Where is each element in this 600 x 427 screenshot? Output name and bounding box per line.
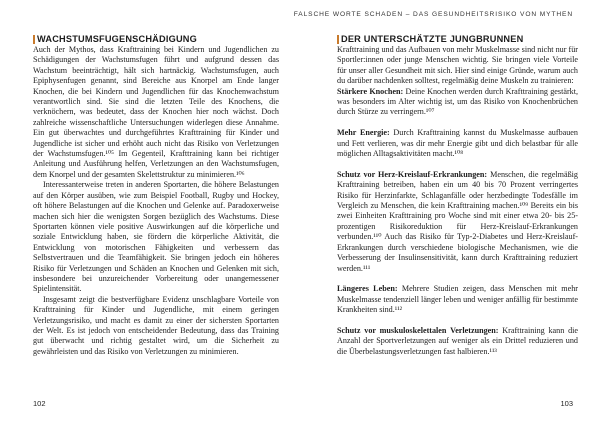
left-column xyxy=(33,34,279,357)
benefit-text: Menschen, die regelmäßig Krafttraining betreiben, haben ein um 40 bis 70 Prozent verringertes Risiko für Herzinfarkte, Schlaganfälle oder herzbedingte Todesfälle im Vergleich zu Menschen, die kein Krafttraining machen.¹⁰⁹ Bereits ein bis zwei Einheiten Krafttraining pro Woche sind mit einer etwa 20- bis 25-prozentigen Risikoreduktion für Herz-Kreislauf-Erkrankungen verbunden.¹¹⁰ Auch das Risiko für Typ-2-Diabetes und Herz-Kreislauf-Erkrankungen durch verschiedene biologische Mechanismen, wie die Verbesserung der Insulinsensitivität, kann durch Krafttraining reduziert werden.¹¹¹ xyxy=(337,169,578,273)
benefit-lead: Längeres Leben: xyxy=(337,284,398,294)
benefit-item xyxy=(337,170,578,274)
intro-paragraph: Krafttraining und das Aufbauen von mehr Muskelmasse sind nicht nur für Sportler:innen oder junge Menschen wichtig. Sie bringen viele Vorteile für unser aller Gesundheit mit sich. Hier sind einige Gründe, warum auch du darüber nachdenken solltest, regelmäßig deine Muskeln zu trainieren: xyxy=(337,45,578,86)
benefit-item xyxy=(337,128,578,159)
benefit-text: Krafttraining kann die Anzahl der Sportverletzungen auf weniger als ein Drittel reduzieren und die Überbelastungsverletzungen fast halbieren.¹¹³ xyxy=(337,325,578,356)
benefit-text: Mehrere Studien zeigen, dass Menschen mit mehr Muskelmasse tendenziell länger leben und weniger anfällig für bestimmte Krankheiten sind.¹¹² xyxy=(337,284,578,315)
section-heading-wachstumsfugen xyxy=(33,34,279,45)
benefit-text: Deine Knochen werden durch Krafttraining gestärkt, was besonders im Alter wichtig ist, um das Risiko von Knochenbrüchen durch Stürze zu verringern.¹⁰⁷ xyxy=(337,86,578,117)
benefit-lead: Stärkere Knochen: xyxy=(337,86,404,96)
right-column xyxy=(337,34,578,368)
page-number-left: 102 xyxy=(33,399,46,408)
heading-accent-bar xyxy=(337,35,339,44)
heading-text: WACHSTUMSFUGENSCHÄDIGUNG xyxy=(37,34,197,44)
benefit-text: Durch Krafttraining kannst du Muskelmasse aufbauen und Fett verlieren, was dir mehr Energie gibt und dich belastbar für alle möglichen Alltagsaktivitäten macht.¹⁰⁸ xyxy=(337,128,578,159)
heading-accent-bar xyxy=(33,35,35,44)
benefit-lead: Schutz vor Herz-Kreislauf-Erkrankungen: xyxy=(337,169,488,179)
benefit-item xyxy=(337,326,578,357)
paragraph: Interessanterweise treten in anderen Sportarten, die höhere Belastungen auf den Körper ausüben, wie zum Beispiel Football, Rugby und Hockey, oft höhere Belastungen auf die Knochen und Gelenke auf. Paradoxerweise machen sich hier die wenigsten Sorgen bezüglich des Wachstums. Diese Sportarten können viele positive Auswirkungen auf die körperliche und soziale Entwicklung haben, sie fördern die körperliche Aktivität, die Entwicklung von motorischen Fähigkeiten und verbessern das Selbstvertrauen und die Teamfähigkeit. Sie bringen jedoch ein höheres Risiko für Verletzungen und Schäden an Knochen und Gelenken mit sich, insbesondere bei unzureichender Vorbereitung oder unangemessener Spielintensität. xyxy=(33,180,279,294)
benefit-lead: Mehr Energie: xyxy=(337,128,390,138)
running-head: FALSCHE WORTE SCHADEN – DAS GESUNDHEITSRISIKO VON MYTHEN xyxy=(293,11,573,18)
page-number-right: 103 xyxy=(560,399,573,408)
section-heading-jungbrunnen xyxy=(337,34,578,45)
paragraph: Insgesamt zeigt die bestverfügbare Evidenz unschlagbare Vorteile von Krafttraining für Kinder und Jugendliche, mit einem geringen Verletzungsrisiko, und macht es damit zu einer der sichersten Sportarten der Welt. Es ist jedoch von entscheidender Bedeutung, dass das Training gut überwacht und richtig gestaltet wird, um die Sicherheit zu gewährleisten und das Risiko von Verletzungen zu minimieren. xyxy=(33,294,279,356)
left-body-text xyxy=(33,45,279,357)
paragraph: Auch der Mythos, dass Krafttraining bei Kindern und Jugendlichen zu Schädigungen der Wachstumsfugen führt und aufgrund dessen das Wachstum beeinträchtigt, hält sich hartnäckig. Wachstumsfugen, auch Epiphysenfugen genannt, sind Bereiche aus Knorpel am Ende langer Knochen, die bei Kindern und Jugendlichen für das Knochenwachstum verantwortlich sind. Sie sind die letzten Teile des Knochens, die verknöchern, was bedeutet, dass der Knochen hier noch wächst. Doch zahlreiche wissenschaftliche Untersuchungen widerlegen diese Annahme. Ein gut überwachtes und durchgeführtes Krafttraining für Kinder und Jugendliche ist sicher und erhöht auch nicht das Risiko von Verletzungen der Wachstumsfugen.¹⁰⁵ Im Gegenteil, Krafttraining kann bei richtiger Anleitung und Ausführung helfen, Verletzungen an den Wachstumsfugen, dem Knorpel und der gesamten Skelettstruktur zu minimieren.¹⁰⁶ xyxy=(33,45,279,179)
benefit-item xyxy=(337,284,578,315)
heading-text: DER UNTERSCHÄTZTE JUNGBRUNNEN xyxy=(341,34,524,44)
right-body-text xyxy=(337,45,578,357)
benefit-lead: Schutz vor muskuloskelettalen Verletzungen: xyxy=(337,325,499,335)
benefit-item xyxy=(337,87,578,118)
right-page xyxy=(293,0,600,427)
